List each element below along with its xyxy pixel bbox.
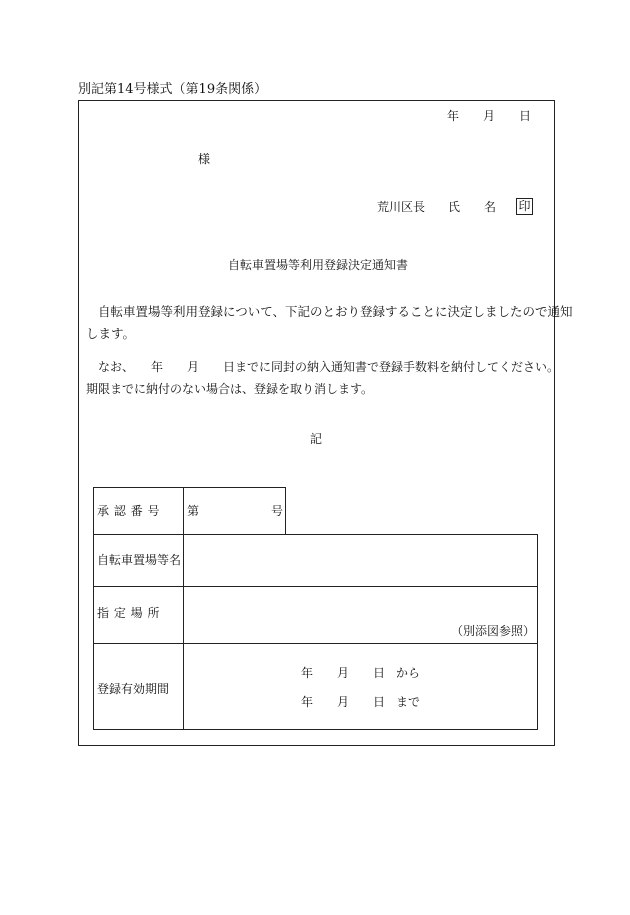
date-year: 年 [447, 109, 460, 123]
table-row-divider-3 [93, 643, 538, 644]
designated-place-label: 指 定 場 所 [97, 606, 160, 620]
approval-number-prefix: 第 [187, 504, 200, 518]
document-title: 自転車置場等利用登録決定通知書 [228, 258, 409, 272]
period-to-month: 月 [337, 695, 350, 709]
date-day: 日 [519, 109, 532, 123]
issuer-shi: 氏 [448, 200, 461, 214]
approval-number-suffix: 号 [271, 504, 284, 518]
table-border-right [537, 534, 538, 730]
period-from-year: 年 [301, 666, 314, 680]
period-from-month: 月 [337, 666, 350, 680]
table-row1-right-border [285, 487, 286, 535]
issuer-mei: 名 [484, 200, 497, 214]
attached-map-note: （別添図参照） [451, 624, 536, 638]
validity-period-label: 登録有効期間 [97, 682, 170, 696]
body-p1-text: 自転車置場等利用登録について、下記のとおり登録することに決定しましたので通知 [98, 304, 573, 319]
body-p2-line-2: 期限までに納付のない場合は、登録を取り消します。 [86, 382, 374, 396]
ki-heading: 記 [310, 432, 323, 446]
period-to-suffix: まで [396, 695, 421, 709]
table-border-left [93, 487, 94, 730]
table-column-divider [183, 487, 184, 730]
body-p2-nao: なお、 [98, 360, 135, 374]
seal-box: 印 [516, 198, 533, 215]
date-month: 月 [483, 109, 496, 123]
form-frame [78, 100, 555, 746]
period-to-day: 日 [373, 695, 386, 709]
approval-number-label: 承 認 番 号 [97, 504, 160, 518]
table-row-divider-2 [93, 586, 538, 587]
addressee-suffix: 様 [198, 152, 211, 166]
period-to-year: 年 [301, 695, 314, 709]
issuer-title: 荒川区長 [377, 200, 426, 214]
body-p2-rest: 日までに同封の納入通知書で登録手数料を納付してください。 [223, 360, 560, 374]
body-paragraph-1-line-1 [86, 301, 573, 323]
table-border-bottom [93, 729, 538, 730]
table-row-divider-1 [93, 534, 538, 535]
body-paragraph-1-line-2: します。 [86, 326, 136, 341]
period-from-day: 日 [373, 666, 386, 680]
form-header-note: 別記第14号様式（第19条関係） [78, 82, 268, 97]
period-from-suffix: から [396, 666, 421, 680]
body-p2-month: 月 [187, 360, 200, 374]
parking-name-label: 自転車置場等名 [97, 553, 182, 567]
body-p2-year: 年 [151, 360, 164, 374]
table-border-top [93, 487, 286, 488]
